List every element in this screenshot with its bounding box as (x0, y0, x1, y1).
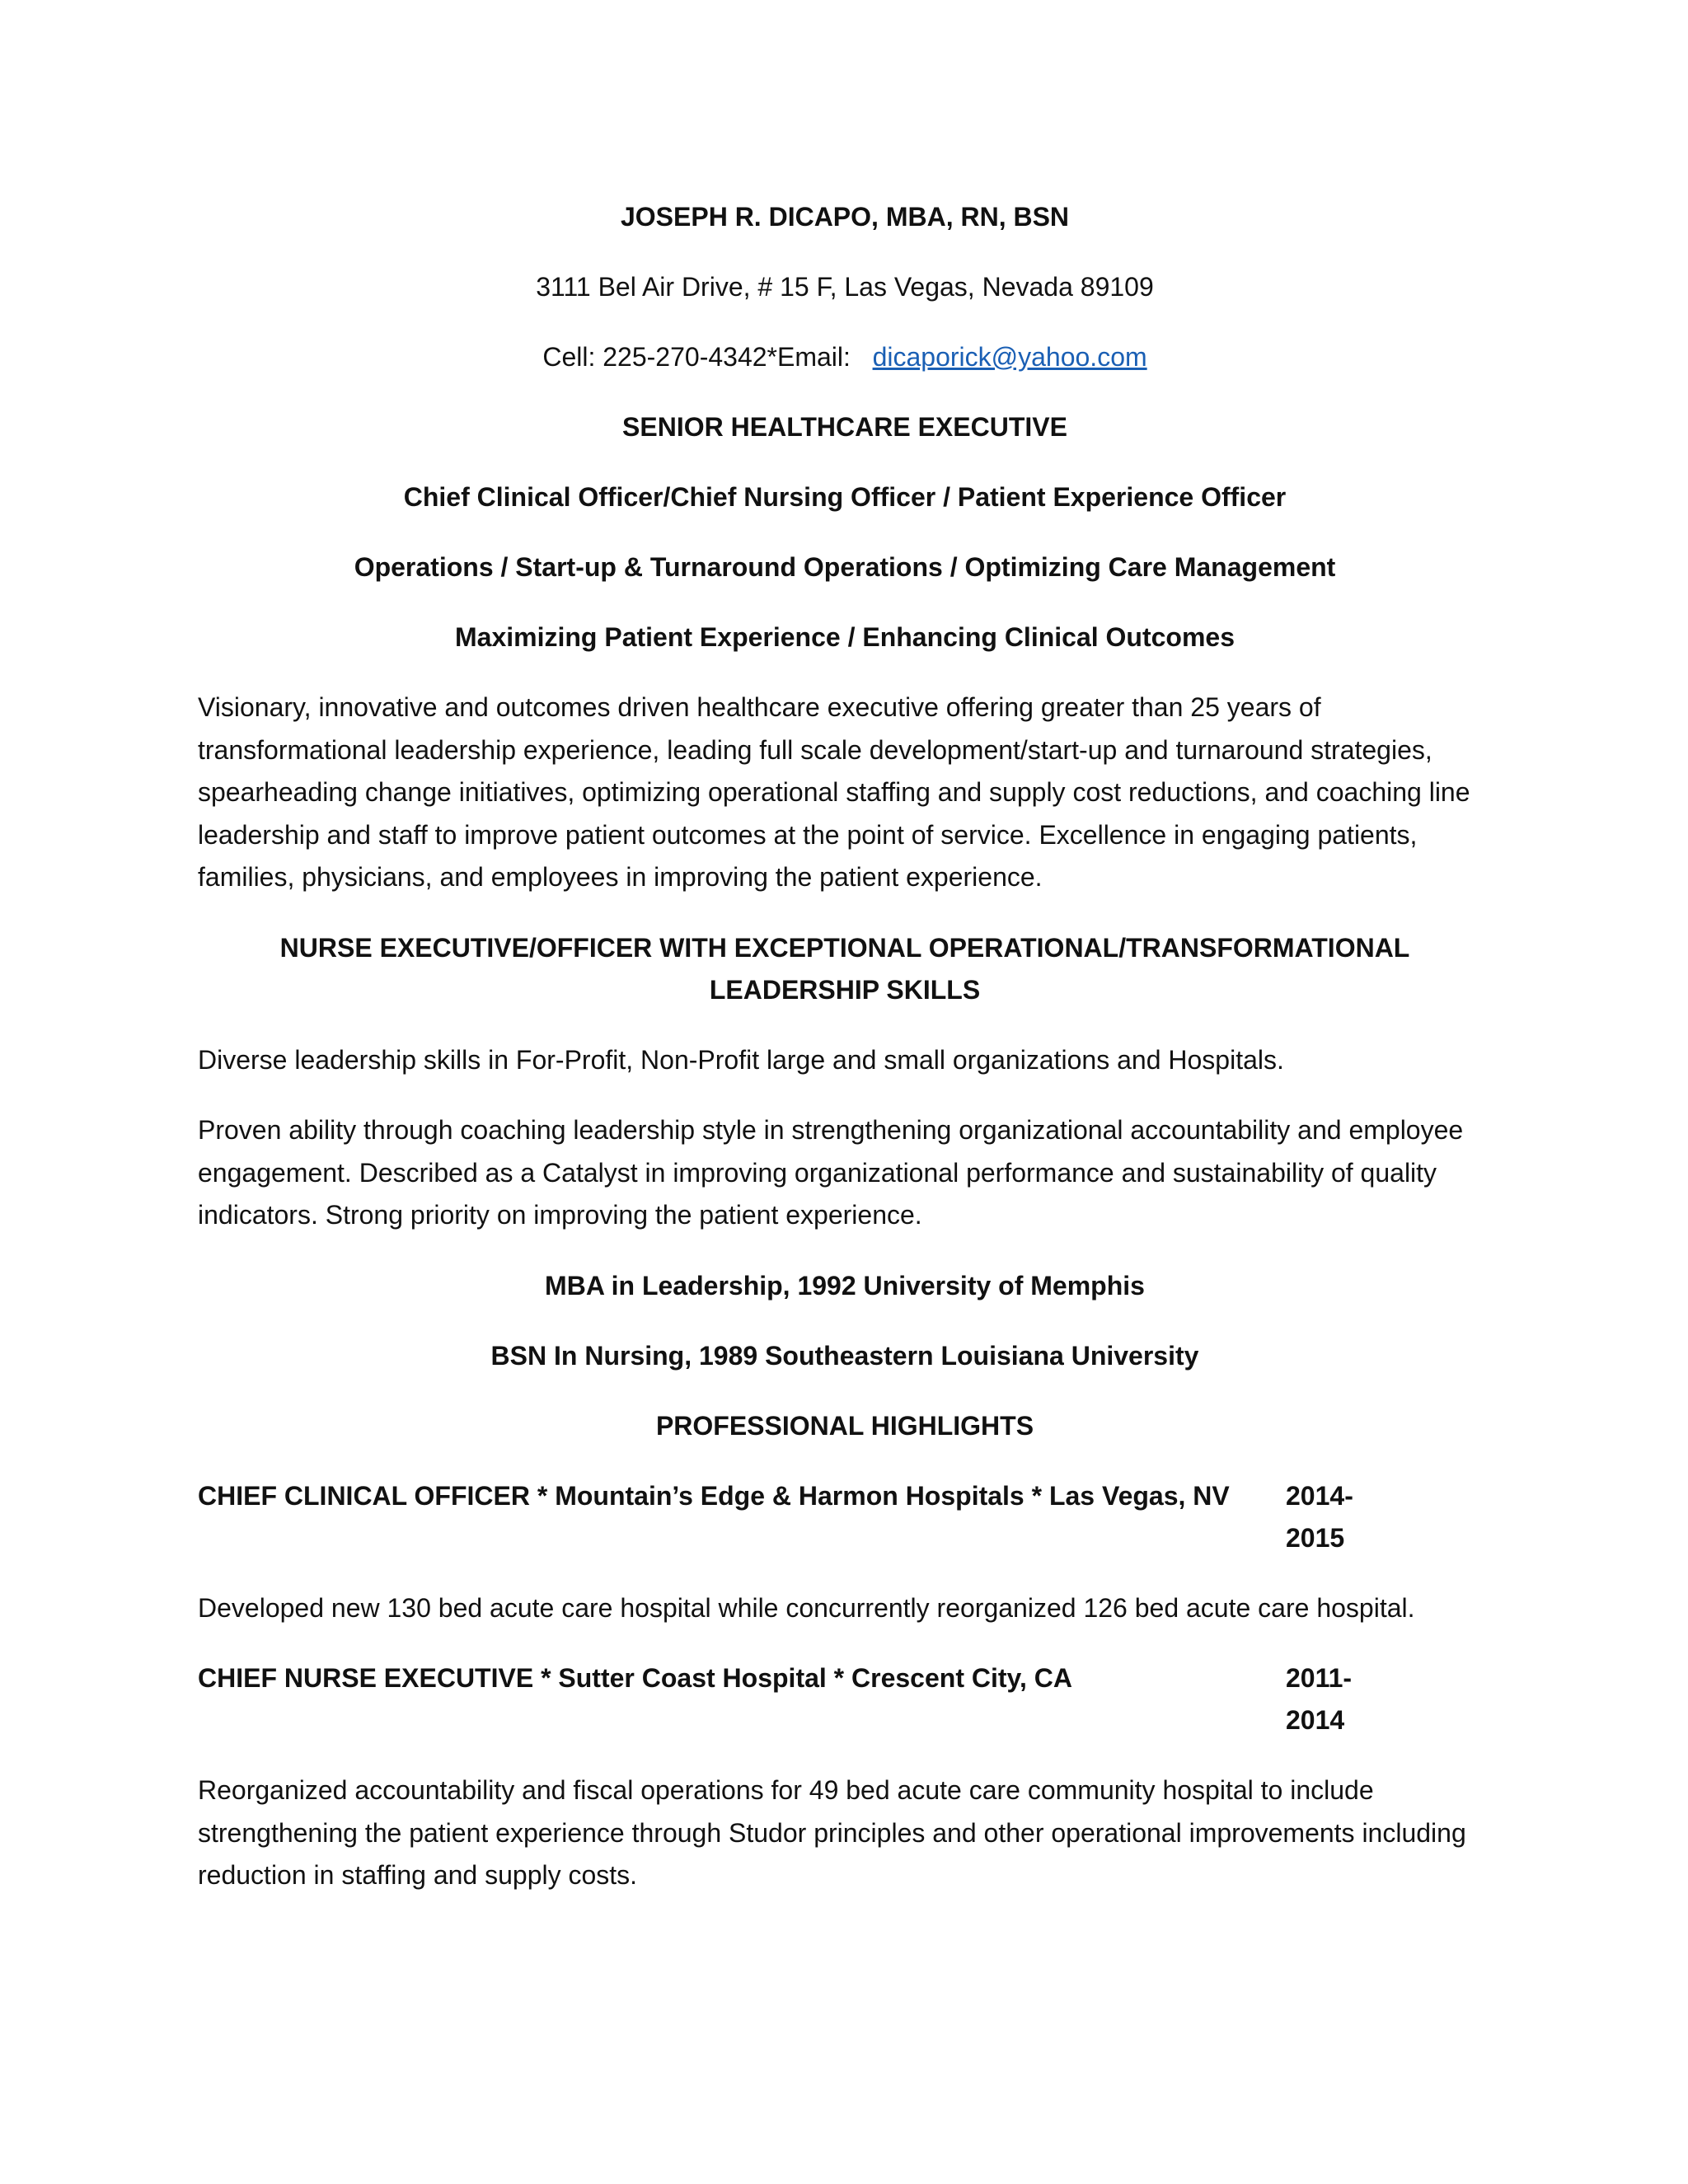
education-bsn: BSN In Nursing, 1989 Southeastern Louisiana University (490, 1340, 1199, 1371)
address-line: 3111 Bel Air Drive, # 15 F, Las Vegas, Nevada 89109 (536, 272, 1154, 302)
focus-title: Maximizing Patient Experience / Enhancing Clinical Outcomes (454, 622, 1235, 652)
highlights-heading: PROFESSIONAL HIGHLIGHTS (655, 1410, 1034, 1441)
summary-paragraph: Visionary, innovative and outcomes driven healthcare executive offering greater than 25 years of transformational leadership experience, leading full scale development/start-up and turnaround strategies, spearheading change initiatives, optimizing operational staffing and supply cost reductions, and coaching line leadership and staff to improve patient outcomes at the point of service. Excellence in engaging patients, families, physicians, and employees in improving the patient experience. (198, 692, 1470, 892)
headline-title: SENIOR HEALTHCARE EXECUTIVE (622, 412, 1067, 442)
job-dates: 2014-2015 (1286, 1480, 1353, 1553)
phone-label: Cell: 225-270-4342*Email: (542, 342, 851, 372)
contact-line (198, 336, 1492, 378)
skills-heading: NURSE EXECUTIVE/OFFICER WITH EXCEPTIONAL OPERATIONAL/TRANSFORMATIONAL LEADERSHIP SKILLS (279, 932, 1410, 1005)
job-description: Developed new 130 bed acute care hospital while concurrently reorganized 126 bed acute care hospital. (198, 1592, 1415, 1623)
education-mba: MBA in Leadership, 1992 University of Memphis (545, 1270, 1145, 1301)
job-title: CHIEF CLINICAL OFFICER * Mountain’s Edge & Harmon Hospitals * Las Vegas, NV (198, 1480, 1230, 1511)
job-dates: 2011-2014 (1286, 1663, 1353, 1735)
skills-paragraph-2: Proven ability through coaching leadership style in strengthening organizational accountability and employee engagement. Described as a Catalyst in improving organizational performance and sustainability of quality indicators. Strong priority on improving the patient experience. (198, 1115, 1464, 1230)
job-row-cne (198, 1657, 1409, 1741)
job-title: CHIEF NURSE EXECUTIVE * Sutter Coast Hospital * Crescent City, CA (198, 1663, 1072, 1693)
skills-paragraph-1: Diverse leadership skills in For-Profit, Non-Profit large and small organizations and Hospitals. (198, 1044, 1284, 1075)
candidate-name: JOSEPH R. DICAPO, MBA, RN, BSN (620, 202, 1070, 232)
job-row-cco (198, 1475, 1409, 1559)
roles-title: Chief Clinical Officer/Chief Nursing Officer / Patient Experience Officer (403, 482, 1287, 512)
operations-title: Operations / Start-up & Turnaround Operations / Optimizing Care Management (354, 552, 1336, 582)
email-link[interactable]: dicaporick@yahoo.com (872, 342, 1147, 372)
job-description: Reorganized accountability and fiscal operations for 49 bed acute care community hospital to include strengthening the patient experience through Studor principles and other operational improvements including reduction in staffing and supply costs. (198, 1775, 1466, 1890)
resume-content (198, 196, 1492, 1897)
